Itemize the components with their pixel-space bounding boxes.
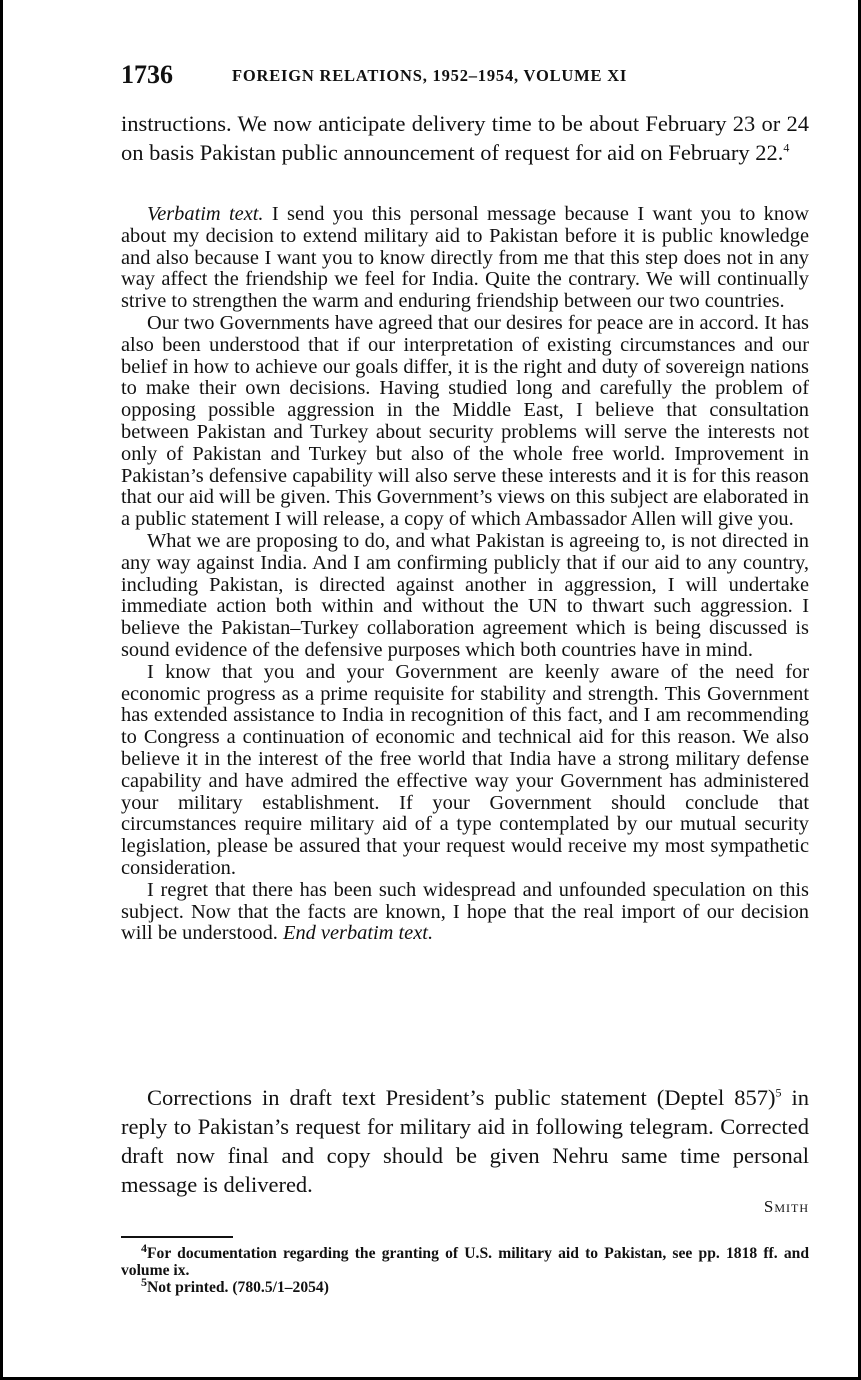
page-border-left — [0, 0, 3, 1380]
page-header — [121, 60, 811, 92]
page-number: 1736 — [121, 60, 173, 89]
footnote-5: $^5$Not printed. (780.5/1–2054) — [141, 1274, 329, 1296]
intro-paragraph — [121, 109, 809, 167]
message-paragraph-2: Our two Governments have agreed that our desires for peace are in accord. It has also been understood that if our interpretation of existing circumstances and our belief in how to achieve our goals differ, it is the right and duty of sovereign nations to make their own decisions. Having studied long and carefully the problem of opposing possible aggression in the Middle East, I believe that consultation between Pakistan and Turkey about security problems will serve the interests not only of Pakistan and Turkey but also of the whole free world. Improvement in Pakistan’s defensive capability will also serve these interests and it is for this reason that our aid will be given. This Government’s views on this subject are elaborated in a public statement I will release, a copy of which Ambassador Allen will give you. — [121, 311, 809, 531]
footnotes — [121, 1240, 809, 1296]
end-verbatim-label: End verbatim text. — [282, 922, 434, 945]
message-paragraph-5: I regret that there has been such widespread and unfounded speculation on this subject. Now that the facts are known, I hope that the real import of our decision will be understood. End verbatim text. — [121, 878, 809, 945]
verbatim-label: Verbatim text. — [147, 203, 264, 225]
footnote-ref-5: 5 — [775, 1085, 782, 1100]
footnote-4: $^4$For documentation regarding the granting of U.S. military aid to Pakistan, see pp. 1818 ff. and volume ix. — [121, 1240, 809, 1279]
footnote-ref-4: 4 — [783, 140, 790, 155]
signature: Smith — [763, 1197, 809, 1216]
intro-text: instructions. We now anticipate delivery time to be about February 23 or 24 on basis Pakistan public announcement of request for aid on February 22. — [121, 111, 809, 165]
message-paragraph-3: What we are proposing to do, and what Pakistan is agreeing to, is not directed in any way against India. And I am confirming publicly that if our aid to any country, including Pakistan, is directed against another in aggression, I will undertake immediate action both within and without the UN to thwart such aggression. I believe the Pakistan–Turkey collaboration agreement which is being discussed is sound evidence of the defensive purposes which both countries have in mind. — [121, 529, 809, 661]
closing-paragraph: Corrections in draft text President’s public statement (Deptel 857)$^5$ in reply to Pakistan’s request for military aid in following telegram. Corrected draft now final and copy should be given Nehru same time personal message is delivered. — [121, 1085, 809, 1197]
message-paragraph-1: Verbatim text. I send you this personal message because I want you to know about my decision to extend military aid to Pakistan before it is public knowledge and also because I want you to know directly from me that this step does not in any way affect the friendship we feel for India. Quite the contrary. We will continually strive to strengthen the warm and enduring friendship between our two countries. — [121, 203, 809, 313]
verbatim-message — [121, 204, 809, 945]
running-head: FOREIGN RELATIONS, 1952–1954, VOLUME XI — [232, 66, 628, 85]
footnote-divider — [121, 1236, 233, 1238]
message-paragraph-4: I know that you and your Government are keenly aware of the need for economic progress as a prime requisite for stability and strength. This Government has extended assistance to India in recognition of this fact, and I am recommending to Congress a continuation of economic and technical aid for this reason. We also believe it in the interest of the free world that India have a strong military defense capability and have admired the effective way your Government has administered your military establishment. If your Government should conclude that circumstances require military aid of a type contemplated by our mutual security legislation, please be assured that your request would receive my most sympathetic consideration. — [121, 660, 809, 879]
